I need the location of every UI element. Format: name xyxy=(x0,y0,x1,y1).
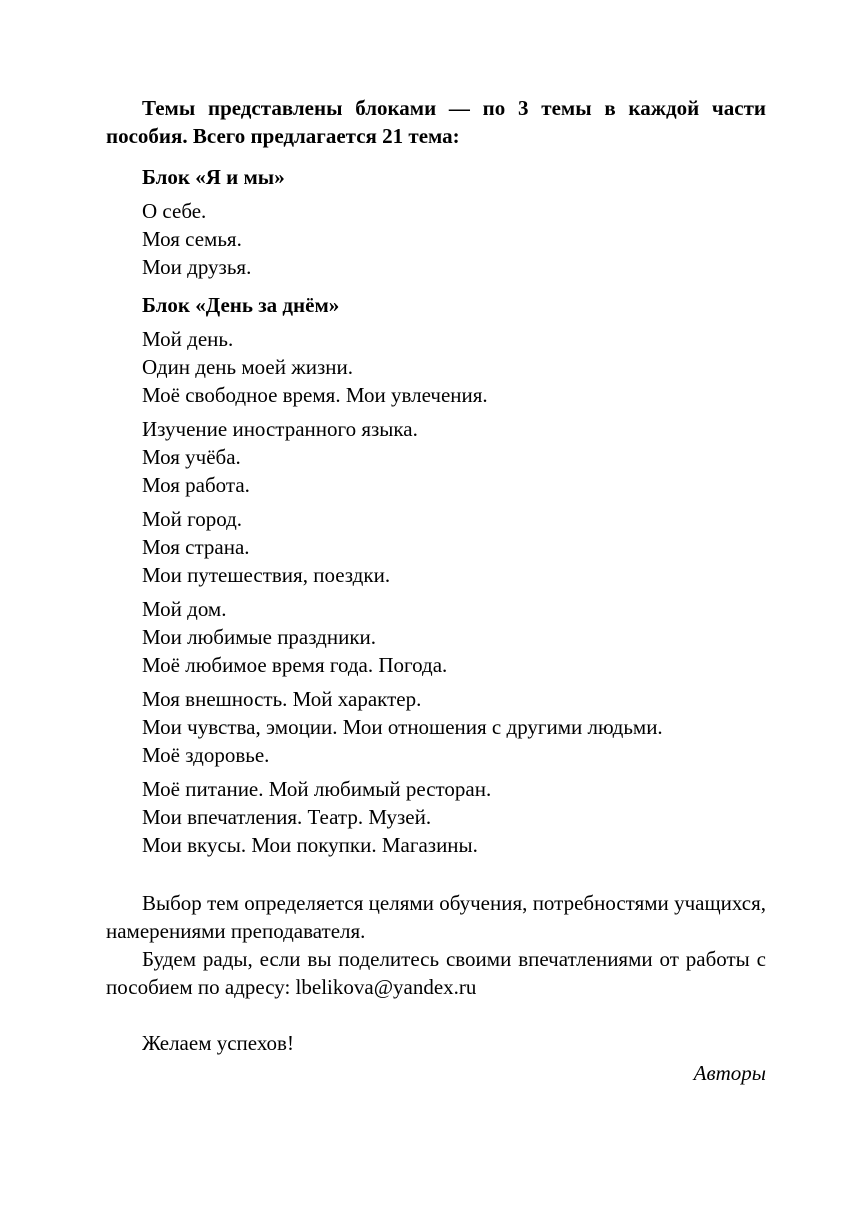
topic-item: Мой город. xyxy=(142,507,243,531)
topic-group xyxy=(142,197,766,281)
topic-group xyxy=(142,775,766,859)
topic-item: Моя учёба. xyxy=(142,445,241,469)
closing-wish: Желаем успехов! xyxy=(142,1031,294,1055)
topic-item: Один день моей жизни. xyxy=(142,355,353,379)
topic-item: Мои любимые праздники. xyxy=(142,625,377,649)
topic-item: Моя работа. xyxy=(142,473,250,497)
block-title-den-za-dnem: Блок «День за днём» xyxy=(142,293,340,317)
topic-group xyxy=(142,505,766,589)
block-title-ya-i-my: Блок «Я и мы» xyxy=(142,165,285,189)
closing-paragraph-topics-choice: Выбор тем определяется целями обучения, потребностями учащихся, намерениями преподавателя. xyxy=(106,891,766,943)
topic-item: Мои чувства, эмоции. Мои отношения с другими людьми. xyxy=(142,715,663,739)
topic-group xyxy=(142,415,766,499)
topic-item: Мои вкусы. Мои покупки. Магазины. xyxy=(142,833,478,857)
topic-item: Мои путешествия, поездки. xyxy=(142,563,391,587)
topic-item: О себе. xyxy=(142,199,207,223)
topic-item: Мои друзья. xyxy=(142,255,252,279)
topic-item: Мои впечатления. Театр. Музей. xyxy=(142,805,432,829)
topic-item: Моё питание. Мой любимый ресторан. xyxy=(142,777,492,801)
topic-item: Мой день. xyxy=(142,327,234,351)
topic-group xyxy=(142,325,766,409)
topic-item: Моя семья. xyxy=(142,227,242,251)
intro-paragraph: Темы представлены блоками — по 3 темы в каждой части пособия. Всего предлагается 21 тема: xyxy=(106,96,766,148)
topic-item: Моя внешность. Мой характер. xyxy=(142,687,422,711)
authors-signature: Авторы xyxy=(693,1061,766,1085)
topic-group xyxy=(142,595,766,679)
topic-item: Мой дом. xyxy=(142,597,227,621)
topic-item: Моё свободное время. Мои увлечения. xyxy=(142,383,488,407)
topic-group xyxy=(142,685,766,769)
topic-item: Моя страна. xyxy=(142,535,250,559)
topic-item: Моё любимое время года. Погода. xyxy=(142,653,448,677)
topic-item: Моё здоровье. xyxy=(142,743,270,767)
topic-item: Изучение иностранного языка. xyxy=(142,417,418,441)
closing-paragraph-feedback: Будем рады, если вы поделитесь своими впечатлениями от работы с пособием по адресу: lbelikova@yandex.ru xyxy=(106,947,766,999)
page-content xyxy=(106,94,766,1087)
